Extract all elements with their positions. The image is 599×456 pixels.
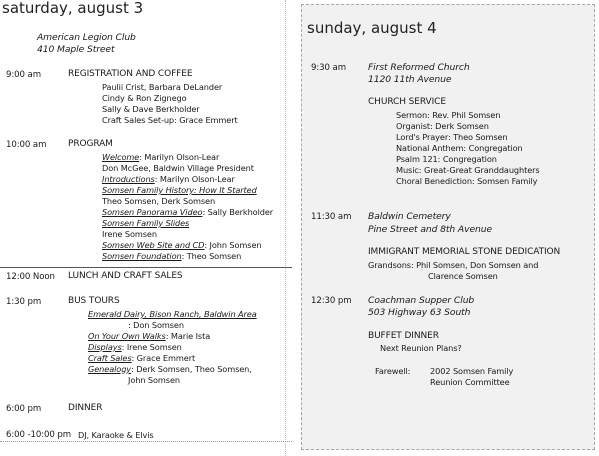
bus-item-dairy-name: : Don Somsen xyxy=(128,320,184,330)
saturday-venue-name: American Legion Club xyxy=(37,32,136,43)
program-item-video xyxy=(102,207,273,217)
program-item-web xyxy=(102,240,262,250)
church-service-line: Music: Great-Great Granddaughters xyxy=(396,165,540,175)
registration-time: 9:00 am xyxy=(6,70,41,80)
cemetery-time: 11:30 am xyxy=(311,212,352,222)
cemetery-title: IMMIGRANT MEMORIAL STONE DEDICATION xyxy=(368,247,561,257)
bus-item-walks xyxy=(88,331,210,341)
bus-item-craft xyxy=(88,353,195,363)
dinner-time: 6:00 pm xyxy=(6,404,42,414)
welcome-value: : Marilyn Olson-Lear xyxy=(139,152,220,162)
church-service-line: Sermon: Rev. Phil Somsen xyxy=(396,110,501,120)
registration-name: Sally & Dave Berkholder xyxy=(102,104,200,114)
program-item-slides xyxy=(102,218,189,228)
program-item-history xyxy=(102,185,257,195)
church-service-line: Choral Benediction: Somsen Family xyxy=(396,176,538,186)
saturday-heading: saturday, august 3 xyxy=(2,0,144,17)
bus-item-dairy xyxy=(88,309,257,319)
sunday-heading: sunday, august 4 xyxy=(307,19,437,37)
cemetery-line: Grandsons: Phil Somsen, Don Somsen and xyxy=(368,260,539,270)
introductions-value: : Marilyn Olson-Lear xyxy=(154,174,235,184)
supper-time: 12:30 pm xyxy=(311,296,352,306)
web-label: Somsen Web Site and CD xyxy=(102,240,205,250)
genealogy-label: Genealogy xyxy=(88,364,132,374)
genealogy-value: : Derk Somsen, Theo Somsen, xyxy=(131,364,252,374)
church-service-line: National Anthem: Congregation xyxy=(396,143,523,153)
bus-item-genealogy-name: John Somsen xyxy=(128,375,180,385)
registration-name: Paulii Crist, Barbara DeLander xyxy=(102,82,223,92)
foundation-label: Somsen Foundation xyxy=(102,251,182,261)
supper-name: Coachman Supper Club xyxy=(368,295,475,306)
video-value: : Sally Berkholder xyxy=(202,207,274,217)
church-time: 9:30 am xyxy=(311,63,346,73)
craft-label: Craft Sales xyxy=(88,353,132,363)
supper-address: 503 Highway 63 South xyxy=(368,307,471,318)
church-service-line: Organist: Derk Somsen xyxy=(396,121,489,131)
dj-time: 6:00 -10:00 pm xyxy=(6,430,72,440)
program-time: 10:00 am xyxy=(6,140,47,150)
video-label: Somsen Panorama Video xyxy=(102,207,203,217)
registration-craft: Craft Sales Set-up: Grace Emmert xyxy=(102,115,238,125)
lunch-title: LUNCH AND CRAFT SALES xyxy=(68,271,183,281)
program-item-introductions xyxy=(102,174,235,184)
supper-next: Next Reunion Plans? xyxy=(380,343,462,353)
church-service-line: Psalm 121: Congregation xyxy=(396,154,497,164)
foundation-value: : Theo Somsen xyxy=(181,251,242,261)
history-label: Somsen Family History: How It Started xyxy=(102,185,257,195)
supper-title: BUFFET DINNER xyxy=(368,331,439,341)
saturday-venue-address: 410 Maple Street xyxy=(37,44,115,55)
cemetery-line: Clarence Somsen xyxy=(428,271,498,281)
welcome-label: Welcome xyxy=(102,152,140,162)
farewell-value-2: Reunion Committee xyxy=(430,377,510,387)
bus-item-displays xyxy=(88,342,182,352)
program-item-history-names: Theo Somsen, Derk Somsen xyxy=(102,196,216,206)
introductions-label: Introductions xyxy=(102,174,155,184)
registration-title: REGISTRATION AND COFFEE xyxy=(68,69,193,79)
walks-value: : Marie Ista xyxy=(165,331,211,341)
registration-name: Cindy & Ron Zignego xyxy=(102,93,187,103)
bus-item-genealogy xyxy=(88,364,252,374)
program-item-mcgee: Don McGee, Baldwin Village President xyxy=(102,163,254,173)
dinner-title: DINNER xyxy=(68,403,103,413)
bottom-rule xyxy=(0,441,292,442)
cemetery-address: Pine Street and 8th Avenue xyxy=(368,224,492,235)
web-value: : John Somsen xyxy=(204,240,262,250)
dj-title: DJ, Karaoke & Elvis xyxy=(78,430,154,440)
farewell-label: Farewell: xyxy=(375,366,411,376)
program-item-foundation xyxy=(102,251,241,261)
section-rule xyxy=(0,267,292,268)
bus-time: 1:30 pm xyxy=(6,297,42,307)
walks-label: On Your Own Walks xyxy=(88,331,166,341)
slides-label: Somsen Family Slides xyxy=(102,218,190,228)
dairy-label: Emerald Dairy, Bison Ranch, Baldwin Area xyxy=(88,309,257,319)
bus-title: BUS TOURS xyxy=(68,296,120,306)
church-service-line: Lord's Prayer: Theo Somsen xyxy=(396,132,508,142)
farewell-value: 2002 Somsen Family xyxy=(430,366,514,376)
program-item-welcome xyxy=(102,152,219,162)
church-address: 1120 11th Avenue xyxy=(368,74,452,85)
lunch-time: 12:00 Noon xyxy=(6,272,55,282)
displays-label: Displays xyxy=(88,342,122,352)
church-name: First Reformed Church xyxy=(368,62,470,73)
program-title: PROGRAM xyxy=(68,139,113,149)
program-item-slides-name: Irene Somsen xyxy=(102,229,157,239)
displays-value: : Irene Somsen xyxy=(121,342,182,352)
church-service-title: CHURCH SERVICE xyxy=(368,97,446,107)
column-divider xyxy=(285,0,286,456)
craft-value: : Grace Emmert xyxy=(131,353,196,363)
cemetery-name: Baldwin Cemetery xyxy=(368,211,451,222)
